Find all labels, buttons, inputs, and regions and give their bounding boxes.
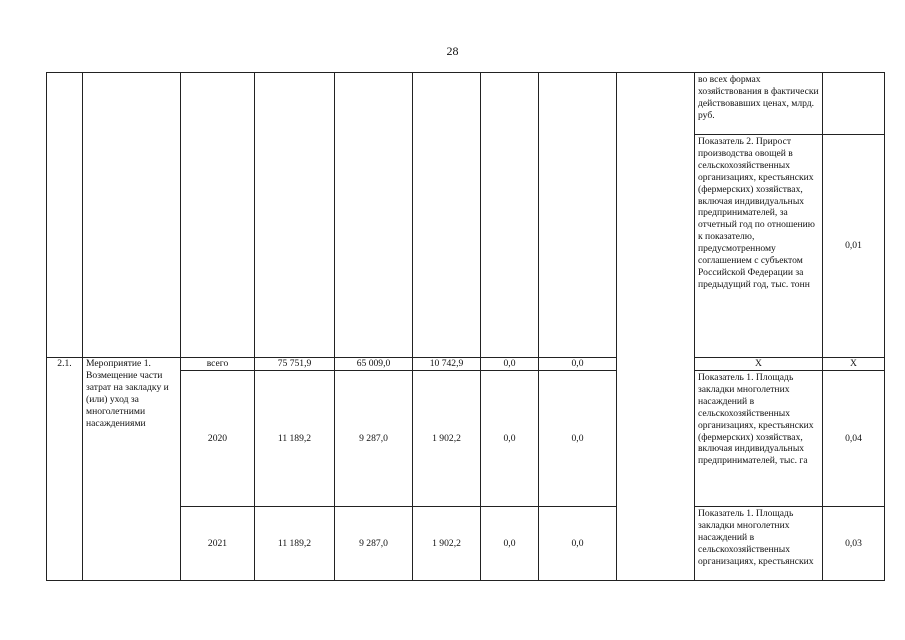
value-cell: 11 189,2	[255, 507, 335, 581]
value-cell: 11 189,2	[255, 371, 335, 507]
activity-name-cell: Мероприятие 1. Возмещение части затрат на закладку и (или) уход за многолетними насаждениями	[83, 358, 181, 581]
indicator-cell: Показатель 1. Площадь закладки многолетних насаждений в сельскохозяйственных организациях, крестьянских (фермерских) хозяйствах, включая индивидуальных предпринимателей, тыс. га	[695, 371, 823, 507]
value-cell: 0,0	[481, 371, 539, 507]
year-cell: 2020	[181, 371, 255, 507]
indicator-value-cell: 0,03	[823, 507, 885, 581]
cell-v2-empty	[335, 73, 413, 358]
indicator-cell: Х	[695, 358, 823, 371]
value-cell: 0,0	[539, 358, 617, 371]
value-cell: 9 287,0	[335, 507, 413, 581]
value-cell: 9 287,0	[335, 371, 413, 507]
indicator-value-cell	[823, 73, 885, 135]
cell-merged-empty	[617, 73, 695, 581]
table-row	[47, 73, 885, 135]
indicator-value-cell: 0,01	[823, 135, 885, 358]
program-table	[46, 72, 885, 581]
page-number: 28	[446, 44, 459, 58]
cell-v5-empty	[539, 73, 617, 358]
cell-year-empty	[181, 73, 255, 358]
indicator-value-cell: Х	[823, 358, 885, 371]
value-cell: 75 751,9	[255, 358, 335, 371]
cell-v1-empty	[255, 73, 335, 358]
cell-v3-empty	[413, 73, 481, 358]
value-cell: 10 742,9	[413, 358, 481, 371]
value-cell: 1 902,2	[413, 507, 481, 581]
activity-number-cell: 2.1.	[47, 358, 83, 581]
value-cell: 0,0	[481, 358, 539, 371]
indicator-cell: Показатель 2. Прирост производства овощей в сельскохозяйственных организациях, крестьянских (фермерских) хозяйствах, включая индивидуальных предпринимателей, за отчетный год по отношению к показателю, предусмотренному соглашением с субъектом Российской Федерации за предыдущий год, тыс. тонн	[695, 135, 823, 358]
cell-name-empty	[83, 73, 181, 358]
value-cell: 65 009,0	[335, 358, 413, 371]
cell-v4-empty	[481, 73, 539, 358]
value-cell: 0,0	[481, 507, 539, 581]
cell-number-empty	[47, 73, 83, 358]
year-cell: 2021	[181, 507, 255, 581]
year-cell: всего	[181, 358, 255, 371]
indicator-value-cell: 0,04	[823, 371, 885, 507]
indicator-cell: Показатель 1. Площадь закладки многолетних насаждений в сельскохозяйственных организациях, крестьянских	[695, 507, 823, 581]
value-cell: 0,0	[539, 371, 617, 507]
value-cell: 1 902,2	[413, 371, 481, 507]
value-cell: 0,0	[539, 507, 617, 581]
table-row	[47, 358, 885, 371]
indicator-cell: во всех формах хозяйствования в фактически действовавших ценах, млрд. руб.	[695, 73, 823, 135]
